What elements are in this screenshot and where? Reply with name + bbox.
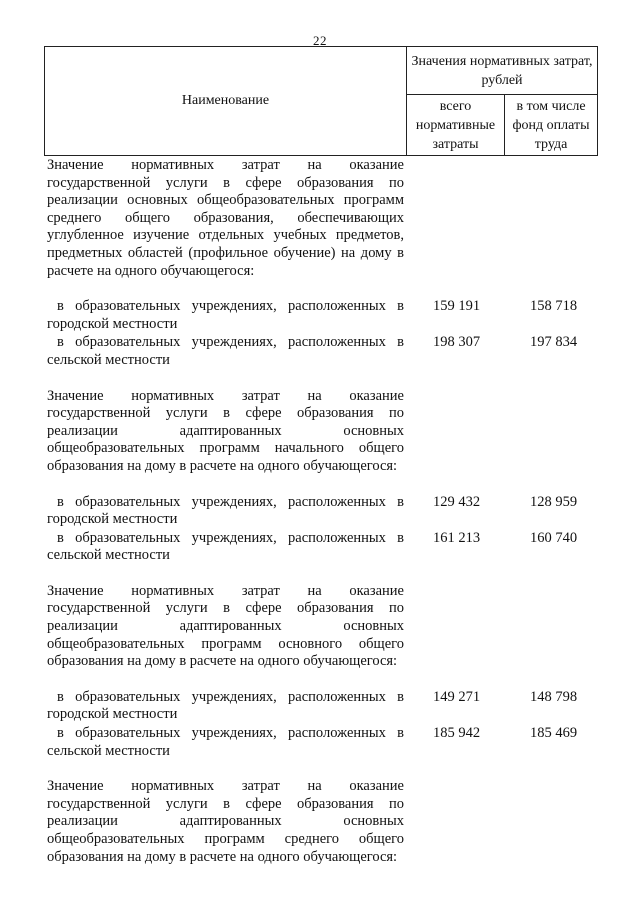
row-value-total: 149 271: [433, 688, 481, 705]
table-body: [47, 157, 597, 866]
column-header-values-group: [407, 47, 597, 155]
column-header-name: Наименование: [45, 47, 407, 155]
table-row: [47, 530, 597, 565]
section: [47, 583, 597, 760]
row-label: в образовательных учреждениях, расположенных в сельской местности: [47, 334, 404, 368]
page-number: 22: [313, 33, 327, 48]
row-value-total: 161 213: [433, 529, 481, 546]
row-value-total: 198 307: [433, 334, 481, 351]
row-value-wage: 128 959: [530, 493, 578, 510]
row-value-total: 159 191: [433, 298, 481, 315]
row-label: в образовательных учреждениях, расположенных в городской местности: [47, 493, 404, 528]
column-header-wage: в том числе фонд оплаты труда: [512, 98, 590, 152]
section: [47, 157, 597, 370]
row-value-wage: 197 834: [530, 334, 578, 351]
table-row: [47, 298, 597, 333]
row-label: в образовательных учреждениях, расположенных в городской местности: [47, 298, 404, 332]
row-label: в образовательных учреждениях, расположенных в сельской местности: [47, 725, 404, 759]
section-title: Значение нормативных затрат на оказание государственной услуги в сфере образования по реализации адаптированных основных общеобразовательных программ среднего общего образования на дому в расчете на одного обучающегося:: [47, 778, 404, 865]
row-value-total: 129 432: [433, 493, 481, 510]
column-header-total: всего нормативные затраты: [407, 95, 505, 155]
row-value-total: 185 942: [433, 725, 481, 742]
column-header-values: Значения нормативных затрат, рублей: [407, 47, 597, 95]
table-row: [47, 689, 597, 724]
row-value-wage: 160 740: [530, 529, 578, 546]
table-row: [47, 725, 597, 760]
row-label: в образовательных учреждениях, расположенных в городской местности: [47, 688, 404, 723]
row-value-wage: 185 469: [530, 725, 578, 742]
section-title: Значение нормативных затрат на оказание государственной услуги в сфере образования по реализации адаптированных основных общеобразовательных программ основного общего образования на дому в расчете на одного обучающегося:: [47, 582, 404, 670]
row-value-wage: 158 718: [530, 298, 578, 315]
table-header: [44, 46, 598, 156]
row-label: в образовательных учреждениях, расположенных в сельской местности: [47, 529, 404, 564]
table-row: [47, 334, 597, 369]
section-title: Значение нормативных затрат на оказание государственной услуги в сфере образования по реализации основных общеобразовательных программ среднего общего образования, обеспечивающих углубленное изучение отдельных учебных предметов, предметных областей (профильное обучение) на дому в расчете на одного обучающегося:: [47, 157, 404, 279]
row-value-wage: 148 798: [530, 688, 578, 705]
table-row: [47, 494, 597, 529]
section: [47, 778, 597, 866]
section-title: Значение нормативных затрат на оказание государственной услуги в сфере образования по реализации адаптированных основных общеобразовательных программ начального общего образования на дому в расчете на одного обучающегося:: [47, 387, 404, 474]
section: [47, 388, 597, 565]
